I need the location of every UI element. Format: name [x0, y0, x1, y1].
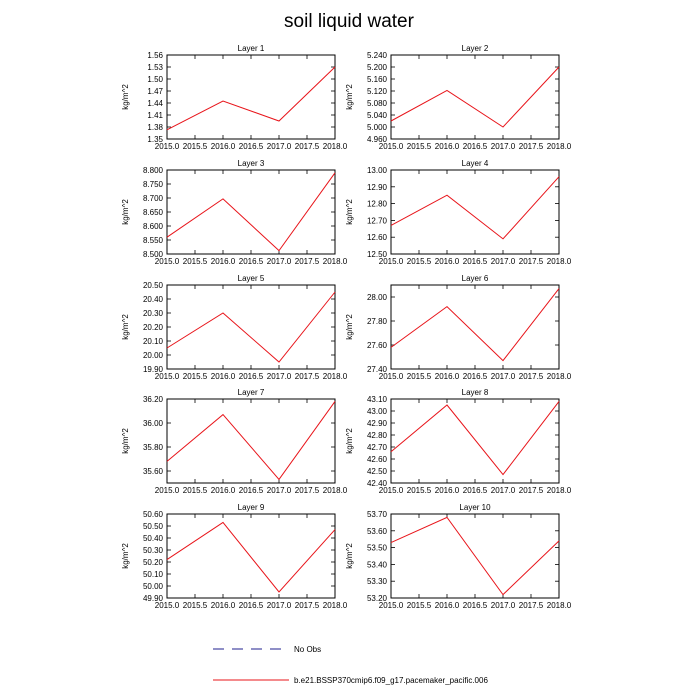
y-tick-label: 1.47: [147, 87, 163, 96]
x-tick-label: 2018.0: [322, 257, 348, 266]
x-tick-label: 2018.0: [546, 257, 572, 266]
figure-title: soil liquid water: [284, 11, 414, 32]
y-tick-label: 53.30: [366, 577, 387, 587]
y-tick-label: 28.00: [366, 293, 387, 302]
x-tick-label: 2016.0: [210, 372, 236, 381]
y-tick-label: 50.50: [142, 522, 163, 531]
y-tick-label: 19.90: [142, 365, 163, 374]
x-tick-label: 2017.0: [490, 142, 516, 151]
y-tick-label: 20.50: [142, 281, 163, 290]
x-tick-label: 2018.0: [546, 372, 572, 381]
legend-label-model: b.e21.BSSP370cmip6.f09_g17.pacemaker_pacific.006: [294, 676, 488, 685]
x-tick-label: 2017.0: [490, 372, 516, 381]
x-tick-label: 2016.5: [238, 601, 264, 610]
x-tick-label: 2017.0: [490, 257, 516, 266]
y-axis-label: kg/m^2: [121, 314, 130, 340]
plot-frame: [391, 55, 559, 139]
x-tick-label: 2016.0: [434, 601, 460, 610]
x-tick-label: 2015.5: [182, 257, 208, 266]
x-tick-label: 2017.0: [266, 486, 292, 495]
series-line-1: [167, 173, 335, 251]
x-tick-label: 2016.0: [210, 601, 236, 610]
x-tick-label: 2015.0: [154, 372, 180, 381]
y-tick-label: 35.60: [142, 467, 163, 476]
y-tick-label: 8.550: [142, 236, 163, 245]
series-line-1: [167, 401, 335, 479]
y-axis-label: kg/m^2: [121, 543, 130, 569]
y-tick-label: 36.20: [142, 395, 163, 404]
x-tick-label: 2016.0: [434, 257, 460, 266]
y-tick-label: 5.040: [366, 111, 387, 120]
y-tick-label: 8.600: [142, 222, 163, 231]
plot-frame: [167, 55, 335, 139]
chart-panel-3: [121, 159, 348, 266]
series-line-1: [391, 177, 559, 239]
y-tick-label: 5.240: [366, 51, 387, 60]
x-tick-label: 2016.0: [434, 486, 460, 495]
panel-title: Layer 7: [237, 388, 265, 397]
x-tick-label: 2015.0: [154, 486, 180, 495]
y-axis-label: kg/m^2: [121, 84, 130, 110]
x-tick-label: 2016.0: [210, 257, 236, 266]
x-tick-label: 2016.5: [238, 257, 264, 266]
chart-panel-5: [121, 274, 348, 381]
x-tick-label: 2017.0: [266, 601, 292, 610]
y-tick-label: 50.30: [142, 546, 163, 555]
y-tick-label: 12.50: [366, 250, 387, 259]
series-line-1: [391, 289, 559, 361]
series-line-1: [391, 401, 559, 474]
chart-panel-7: [121, 388, 348, 495]
y-axis-label: kg/m^2: [345, 314, 354, 340]
x-tick-label: 2017.5: [294, 486, 320, 495]
panel-title: Layer 10: [459, 503, 491, 512]
x-tick-label: 2016.5: [462, 486, 488, 495]
x-tick-label: 2017.0: [266, 142, 292, 151]
x-tick-label: 2016.0: [434, 142, 460, 151]
x-tick-label: 2018.0: [322, 142, 348, 151]
panel-title: Layer 8: [461, 388, 489, 397]
x-tick-label: 2016.0: [210, 142, 236, 151]
chart-panel-1: [121, 44, 348, 151]
y-tick-label: 53.40: [366, 560, 387, 570]
y-axis-label: kg/m^2: [345, 199, 354, 225]
plot-frame: [167, 514, 335, 598]
y-tick-label: 1.56: [147, 51, 163, 60]
y-tick-label: 20.10: [142, 337, 163, 346]
x-tick-label: 2015.0: [378, 372, 404, 381]
x-tick-label: 2017.5: [518, 486, 544, 495]
x-tick-label: 2017.0: [266, 257, 292, 266]
panel-title: Layer 1: [237, 44, 265, 53]
x-tick-label: 2016.5: [238, 142, 264, 151]
series-line-1: [391, 67, 559, 127]
series-line-1: [167, 522, 335, 592]
y-axis-label: kg/m^2: [345, 543, 354, 569]
y-tick-label: 5.080: [366, 99, 387, 108]
x-tick-label: 2018.0: [546, 601, 572, 610]
x-tick-label: 2015.0: [154, 142, 180, 151]
y-tick-label: 50.40: [142, 534, 163, 543]
x-tick-label: 2017.0: [490, 601, 516, 610]
y-tick-label: 5.200: [366, 63, 387, 72]
plot-frame: [391, 285, 559, 369]
y-tick-label: 8.700: [142, 194, 163, 203]
y-tick-label: 42.40: [366, 479, 387, 488]
x-tick-label: 2017.5: [294, 601, 320, 610]
x-tick-label: 2017.5: [294, 257, 320, 266]
y-tick-label: 27.40: [366, 365, 387, 374]
series-line-1: [391, 517, 559, 594]
x-tick-label: 2016.5: [462, 142, 488, 151]
x-tick-label: 2015.0: [378, 257, 404, 266]
x-tick-label: 2015.0: [154, 601, 180, 610]
y-tick-label: 53.60: [366, 526, 387, 536]
chart-panel-4: [345, 159, 572, 266]
x-tick-label: 2015.0: [378, 142, 404, 151]
x-tick-label: 2018.0: [322, 486, 348, 495]
legend: [213, 645, 488, 685]
y-tick-label: 36.00: [142, 419, 163, 428]
series-line-1: [167, 67, 335, 130]
y-tick-label: 5.120: [366, 87, 387, 96]
y-axis-label: kg/m^2: [121, 428, 130, 454]
plot-frame: [167, 170, 335, 254]
y-tick-label: 8.650: [142, 208, 163, 217]
y-tick-label: 5.160: [366, 75, 387, 84]
y-tick-label: 13.00: [366, 166, 387, 175]
y-tick-label: 20.20: [142, 323, 163, 332]
y-axis-label: kg/m^2: [121, 199, 130, 225]
y-tick-label: 8.800: [142, 166, 163, 175]
y-tick-label: 27.60: [366, 341, 387, 350]
y-tick-label: 50.10: [142, 570, 163, 579]
x-tick-label: 2015.0: [378, 486, 404, 495]
chart-panel-10: [345, 503, 572, 610]
y-tick-label: 42.70: [366, 443, 387, 452]
y-tick-label: 53.70: [366, 510, 387, 519]
x-tick-label: 2017.5: [294, 142, 320, 151]
x-tick-label: 2017.5: [518, 257, 544, 266]
y-axis-label: kg/m^2: [345, 84, 354, 110]
x-tick-label: 2017.0: [490, 486, 516, 495]
y-tick-label: 1.44: [147, 99, 163, 108]
y-tick-label: 20.00: [142, 351, 163, 360]
y-tick-label: 50.60: [142, 510, 163, 519]
y-tick-label: 12.80: [366, 199, 387, 209]
x-tick-label: 2017.0: [266, 372, 292, 381]
panel-title: Layer 4: [461, 159, 489, 168]
y-tick-label: 50.20: [142, 558, 163, 567]
x-tick-label: 2015.5: [182, 601, 208, 610]
x-tick-label: 2015.0: [378, 601, 404, 610]
y-tick-label: 43.10: [366, 395, 387, 404]
x-tick-label: 2015.5: [406, 601, 432, 610]
chart-panel-9: [121, 503, 348, 610]
plot-frame: [167, 285, 335, 369]
panel-title: Layer 2: [461, 44, 489, 53]
y-tick-label: 20.30: [142, 309, 163, 318]
y-tick-label: 1.50: [147, 75, 163, 84]
y-tick-label: 42.80: [366, 431, 387, 440]
y-tick-label: 1.35: [147, 135, 163, 144]
panel-title: Layer 3: [237, 159, 265, 168]
y-tick-label: 4.960: [366, 135, 387, 144]
x-tick-label: 2017.5: [294, 372, 320, 381]
y-tick-label: 12.70: [366, 216, 387, 226]
panels: [121, 44, 572, 610]
y-tick-label: 12.60: [366, 233, 387, 243]
plot-frame: [391, 399, 559, 483]
x-tick-label: 2016.5: [462, 601, 488, 610]
x-tick-label: 2018.0: [322, 601, 348, 610]
panel-title: Layer 6: [461, 274, 489, 283]
x-tick-label: 2015.5: [406, 372, 432, 381]
x-tick-label: 2016.5: [238, 372, 264, 381]
y-tick-label: 27.80: [366, 317, 387, 326]
series-line-1: [167, 292, 335, 362]
legend-label-no-obs: No Obs: [294, 645, 322, 654]
x-tick-label: 2015.5: [182, 142, 208, 151]
panel-title: Layer 5: [237, 274, 265, 283]
x-tick-label: 2015.5: [406, 142, 432, 151]
x-tick-label: 2018.0: [322, 372, 348, 381]
x-tick-label: 2016.5: [462, 257, 488, 266]
y-axis-label: kg/m^2: [345, 428, 354, 454]
y-tick-label: 53.20: [366, 594, 387, 603]
y-tick-label: 8.500: [142, 250, 163, 259]
y-tick-label: 1.41: [147, 111, 163, 120]
y-tick-label: 8.750: [142, 180, 163, 189]
x-tick-label: 2016.0: [210, 486, 236, 495]
panel-title: Layer 9: [237, 503, 265, 512]
y-tick-label: 35.80: [142, 443, 163, 452]
y-tick-label: 1.38: [147, 123, 163, 132]
y-tick-label: 20.40: [142, 295, 163, 304]
y-tick-label: 42.90: [366, 419, 387, 428]
x-tick-label: 2018.0: [546, 486, 572, 495]
y-tick-label: 43.00: [366, 407, 387, 416]
x-tick-label: 2015.0: [154, 257, 180, 266]
chart-panel-2: [345, 44, 572, 151]
x-tick-label: 2015.5: [406, 257, 432, 266]
x-tick-label: 2015.5: [182, 486, 208, 495]
x-tick-label: 2017.5: [518, 372, 544, 381]
x-tick-label: 2016.5: [238, 486, 264, 495]
x-tick-label: 2016.5: [462, 372, 488, 381]
y-tick-label: 53.50: [366, 543, 387, 553]
y-tick-label: 42.60: [366, 455, 387, 464]
x-tick-label: 2015.5: [182, 372, 208, 381]
y-tick-label: 5.000: [366, 123, 387, 132]
plot-frame: [167, 399, 335, 483]
y-tick-label: 12.90: [366, 182, 387, 192]
y-tick-label: 49.90: [142, 594, 163, 603]
x-tick-label: 2017.5: [518, 142, 544, 151]
x-tick-label: 2017.5: [518, 601, 544, 610]
y-tick-label: 1.53: [147, 63, 163, 72]
x-tick-label: 2018.0: [546, 142, 572, 151]
y-tick-label: 42.50: [366, 467, 387, 476]
chart-panel-6: [345, 274, 572, 381]
x-tick-label: 2015.5: [406, 486, 432, 495]
chart-panel-8: [345, 388, 572, 495]
x-tick-label: 2016.0: [434, 372, 460, 381]
y-tick-label: 50.00: [142, 582, 163, 591]
